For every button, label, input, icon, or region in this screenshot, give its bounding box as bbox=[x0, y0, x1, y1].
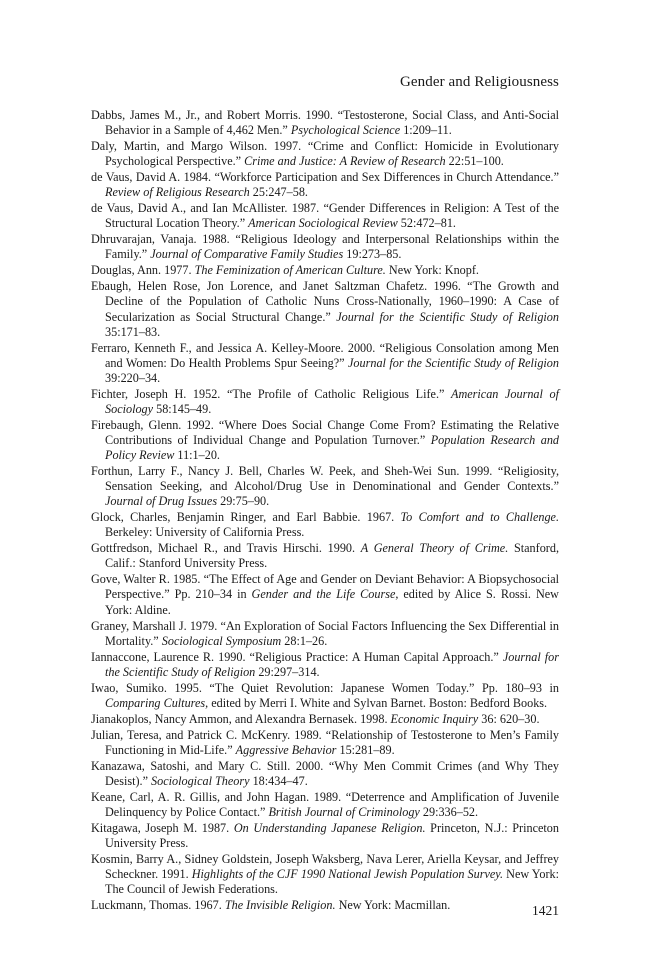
reference-entry bbox=[91, 541, 559, 571]
reference-text: 29:75–90. bbox=[217, 494, 270, 509]
reference-text: Daly, Martin, and Margo Wilson. 1997. “Crime and Conflict: Homicide in Evolutionary Psychological Perspective.” bbox=[91, 139, 559, 169]
reference-title-italic: Journal for the Scientific Study of Religion bbox=[336, 309, 559, 324]
reference-title-italic: Gender and the Life Course, bbox=[251, 587, 399, 602]
reference-title-italic: Journal for the Scientific Study of Religion bbox=[105, 649, 559, 679]
reference-entry bbox=[91, 387, 559, 417]
reference-title-italic: Journal of Drug Issues bbox=[105, 494, 218, 509]
reference-entry bbox=[91, 572, 559, 617]
page-number: 1421 bbox=[532, 903, 559, 918]
reference-text: 15:281–89. bbox=[336, 742, 395, 757]
reference-text: Princeton, N.J.: Princeton University Press. bbox=[105, 821, 559, 851]
reference-text: 29:297–314. bbox=[255, 664, 320, 679]
reference-text: 36: 620–30. bbox=[478, 711, 540, 726]
reference-title-italic: Journal for the Scientific Study of Religion bbox=[348, 355, 559, 370]
reference-text: 35:171–83. bbox=[105, 324, 161, 339]
reference-text: Iwao, Sumiko. 1995. “The Quiet Revolution: Japanese Women Today.” Pp. 180–93 in bbox=[91, 680, 559, 695]
reference-text: New York: Knopf. bbox=[385, 263, 479, 278]
reference-entry bbox=[91, 139, 559, 169]
reference-text: Firebaugh, Glenn. 1992. “Where Does Social Change Come From? Estimating the Relative Contributions of Individual Change and Population Turnover.” bbox=[91, 417, 559, 447]
reference-entry bbox=[91, 650, 559, 680]
reference-entry bbox=[91, 852, 559, 897]
reference-entry bbox=[91, 821, 559, 851]
reference-title-italic: American Journal of Sociology bbox=[105, 386, 559, 416]
reference-text: Kitagawa, Joseph M. 1987. bbox=[91, 821, 234, 836]
reference-entry bbox=[91, 341, 559, 386]
reference-entry bbox=[91, 790, 559, 820]
reference-title-italic: Comparing Cultures, bbox=[105, 695, 209, 710]
reference-text: Keane, Carl, A. R. Gillis, and John Hagan. 1989. “Deterrence and Amplification of Juvenile Delinquency by Police Contact.” bbox=[91, 789, 559, 820]
reference-list bbox=[91, 108, 559, 914]
reference-text: Fichter, Joseph H. 1952. “The Profile of Catholic Religious Life.” bbox=[91, 386, 452, 401]
reference-text: de Vaus, David A., and Ian McAllister. 1987. “Gender Differences in Religion: A Test of the Structural Location Theory.” bbox=[91, 201, 559, 231]
reference-entry bbox=[91, 201, 559, 231]
reference-entry bbox=[91, 279, 559, 339]
reference-text: edited by Merri I. White and Sylvan Barnet. Boston: Bedford Books. bbox=[208, 695, 548, 710]
reference-text: edited by Alice S. Rossi. New York: Aldine. bbox=[105, 587, 559, 617]
reference-text: Forthun, Larry F., Nancy J. Bell, Charles W. Peek, and Sheh-Wei Sun. 1999. “Religiosity, Sensation Seeking, and Alcohol/Drug Use in Denominational and Gender Contexts.” bbox=[91, 464, 559, 494]
reference-title-italic: Journal of Comparative Family Studies bbox=[150, 247, 344, 262]
reference-title-italic: British Journal of Criminology bbox=[268, 805, 420, 820]
reference-entry bbox=[91, 263, 559, 278]
reference-text: Ferraro, Kenneth F., and Jessica A. Kelley-Moore. 2000. “Religious Consolation among Men and Women: Do Health Problems Spur Seeing?” bbox=[91, 340, 559, 370]
reference-text: Jianakoplos, Nancy Ammon, and Alexandra Bernasek. 1998. bbox=[91, 711, 391, 726]
reference-text: Ebaugh, Helen Rose, Jon Lorence, and Janet Saltzman Chafetz. 1996. “The Growth and Decline of the Population of Catholic Nuns Cross-Nationally, 1960–1990: A Case of Secularization as Social Structural Change.” bbox=[91, 279, 559, 324]
reference-entry bbox=[91, 108, 559, 138]
reference-text: 18:434–47. bbox=[249, 773, 308, 788]
reference-entry bbox=[91, 232, 559, 262]
reference-title-italic: Review of Religious Research bbox=[105, 185, 250, 200]
reference-entry bbox=[91, 619, 559, 649]
reference-entry bbox=[91, 681, 559, 711]
reference-entry bbox=[91, 759, 559, 789]
reference-entry bbox=[91, 510, 559, 540]
reference-title-italic: Economic Inquiry bbox=[390, 711, 479, 726]
reference-text: 1:209–11. bbox=[400, 123, 452, 138]
reference-text: Douglas, Ann. 1977. bbox=[91, 263, 195, 278]
reference-entry bbox=[91, 712, 559, 727]
reference-title-italic: Population Research and Policy Review bbox=[105, 432, 560, 463]
reference-text: Graney, Marshall J. 1979. “An Exploration of Social Factors Influencing the Sex Differential in Mortality.” bbox=[91, 618, 559, 648]
running-head: Gender and Religiousness bbox=[399, 74, 559, 90]
reference-text: Iannaccone, Laurence R. 1990. “Religious Practice: A Human Capital Approach.” bbox=[91, 649, 503, 664]
reference-text: 19:273–85. bbox=[343, 247, 402, 262]
reference-text: Dhruvarajan, Vanaja. 1988. “Religious Ideology and Interpersonal Relationships within the Family.” bbox=[91, 232, 559, 262]
reference-title-italic: Aggressive Behavior bbox=[235, 742, 337, 757]
reference-text: Berkeley: University of California Press. bbox=[105, 525, 305, 540]
reference-title-italic: The Invisible Religion. bbox=[224, 898, 336, 913]
reference-text: Dabbs, James M., Jr., and Robert Morris. 1990. “Testosterone, Social Class, and Anti-Social Behavior in a Sample of 4,462 Men.” bbox=[91, 108, 559, 138]
reference-text: Kanazawa, Satoshi, and Mary C. Still. 2000. “Why Men Commit Crimes (and Why They Desist).” bbox=[91, 758, 559, 788]
reference-text: 39:220–34. bbox=[105, 370, 161, 385]
reference-text: Gottfredson, Michael R., and Travis Hirschi. 1990. bbox=[91, 541, 361, 556]
reference-title-italic: On Understanding Japanese Religion. bbox=[233, 821, 426, 836]
reference-entry bbox=[91, 728, 559, 758]
reference-entry bbox=[91, 170, 559, 200]
reference-entry bbox=[91, 898, 559, 913]
reference-text: 28:1–26. bbox=[281, 633, 328, 648]
reference-text: Gove, Walter R. 1985. “The Effect of Age and Gender on Deviant Behavior: A Biopsychosocial Perspective.” Pp. 210–34 in bbox=[91, 572, 559, 602]
reference-text: New York: Macmillan. bbox=[335, 898, 451, 913]
reference-title-italic: The Feminization of American Culture. bbox=[194, 263, 386, 278]
reference-text: 52:472–81. bbox=[397, 216, 456, 231]
reference-text: 58:145–49. bbox=[153, 401, 212, 416]
reference-title-italic: To Comfort and to Challenge. bbox=[400, 510, 560, 525]
reference-text: Julian, Teresa, and Patrick C. McKenry. 1989. “Relationship of Testosterone to Men’s Family Functioning in Mid-Life.” bbox=[91, 727, 559, 757]
reference-entry bbox=[91, 464, 559, 509]
reference-text: Luckmann, Thomas. 1967. bbox=[91, 898, 225, 913]
reference-title-italic: Sociological Theory bbox=[151, 773, 250, 788]
reference-title-italic: Psychological Science bbox=[290, 123, 401, 138]
reference-text: 22:51–100. bbox=[445, 154, 504, 169]
reference-text: Kosmin, Barry A., Sidney Goldstein, Joseph Waksberg, Nava Lerer, Ariella Keysar, and Jeffrey Scheckner. 1991. bbox=[91, 852, 559, 882]
reference-title-italic: A General Theory of Crime. bbox=[360, 541, 509, 556]
reference-text: 11:1–20. bbox=[174, 448, 220, 463]
reference-title-italic: Highlights of the CJF 1990 National Jewish Population Survey. bbox=[191, 867, 504, 882]
reference-title-italic: American Sociological Review bbox=[248, 216, 398, 231]
reference-text: Stanford, Calif.: Stanford University Press. bbox=[105, 541, 559, 571]
reference-text: 29:336–52. bbox=[419, 805, 479, 820]
reference-text: Glock, Charles, Benjamin Ringer, and Earl Babbie. 1967. bbox=[91, 510, 401, 525]
reference-text: de Vaus, David A. 1984. “Workforce Participation and Sex Differences in Church Attendance.” bbox=[91, 170, 559, 185]
reference-text: New York: The Council of Jewish Federations. bbox=[105, 867, 559, 897]
reference-title-italic: Sociological Symposium bbox=[161, 633, 282, 648]
reference-entry bbox=[91, 418, 559, 463]
reference-title-italic: Crime and Justice: A Review of Research bbox=[244, 154, 446, 169]
reference-text: 25:247–58. bbox=[249, 185, 308, 200]
